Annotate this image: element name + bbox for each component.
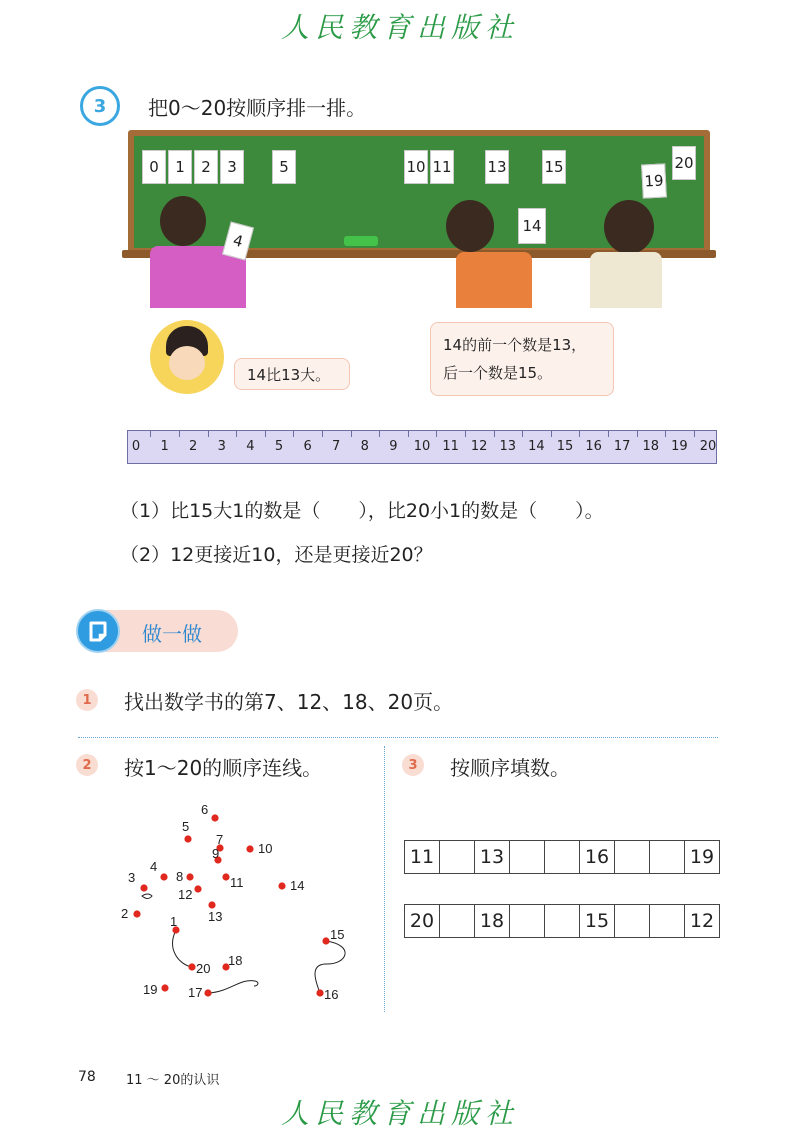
eye-shape [142, 894, 152, 899]
ruler-tick [236, 431, 237, 437]
ruler-number: 8 [360, 439, 369, 454]
board-card: 10 [404, 150, 428, 184]
ruler-number: 9 [389, 439, 398, 454]
dot-label: 5 [182, 819, 190, 834]
dot-label: 3 [128, 870, 136, 885]
practice-icon [76, 609, 120, 653]
section-number-badge: 3 [80, 86, 120, 126]
boy-body [456, 252, 532, 308]
dot-label: 17 [188, 985, 203, 1000]
number-ruler [127, 430, 717, 464]
ruler-number: 3 [217, 439, 226, 454]
board-card: 15 [542, 150, 566, 184]
ruler-number: 18 [642, 439, 660, 454]
page-number: 78 [78, 1069, 96, 1085]
ruler-number: 13 [499, 439, 517, 454]
ruler-tick [408, 431, 409, 437]
fill-blank-cell[interactable] [510, 841, 545, 874]
ruler-tick [608, 431, 609, 437]
question-1: （1）比15大1的数是（ ），比20小1的数是（ ）。 [120, 500, 604, 522]
dot-label: 15 [330, 927, 345, 942]
bubble-line: 14的前一个数是13， [443, 336, 587, 354]
fill-cell: 11 [405, 841, 440, 874]
dot-point [222, 873, 229, 880]
fill-cell: 20 [405, 905, 440, 938]
girl-head [160, 196, 206, 246]
fill-blank-cell[interactable] [440, 905, 475, 938]
ruler-tick [150, 431, 151, 437]
fill-cell: 19 [685, 841, 720, 874]
practice-title: 做一做 [142, 622, 202, 646]
dot-point [160, 873, 167, 880]
ruler-tick [465, 431, 466, 437]
fill-cell: 15 [580, 905, 615, 938]
fill-blank-cell[interactable] [615, 905, 650, 938]
task-3-text: 按顺序填数。 [450, 756, 570, 780]
fill-blank-cell[interactable] [650, 841, 685, 874]
ruler-number: 16 [585, 439, 602, 454]
board-card: 11 [430, 150, 454, 184]
ruler-number: 12 [470, 439, 488, 454]
connect-line [208, 981, 258, 993]
boy-head [446, 200, 494, 252]
dot-point [208, 901, 215, 908]
task-2-text: 按1～20的顺序连线。 [124, 756, 323, 780]
ruler-tick [522, 431, 523, 437]
ruler-tick [436, 431, 437, 437]
board-card: 1 [168, 150, 192, 184]
question-2: （2）12更接近10，还是更接近20？ [120, 544, 433, 566]
ruler-tick [265, 431, 266, 437]
ruler-number: 20 [699, 439, 717, 454]
dot-label: 16 [324, 987, 339, 1002]
dot-label: 12 [178, 887, 193, 902]
ruler-tick [208, 431, 209, 437]
ruler-tick [293, 431, 294, 437]
fill-blank-cell[interactable] [615, 841, 650, 874]
fill-cell: 13 [475, 841, 510, 874]
fill-cell: 18 [475, 905, 510, 938]
ruler-tick [322, 431, 323, 437]
fill-grid-row-2 [404, 904, 720, 938]
ruler-number: 14 [528, 439, 545, 454]
dot-point [204, 989, 211, 996]
ruler-number: 15 [556, 439, 574, 454]
dot-point [246, 845, 253, 852]
board-card: 13 [485, 150, 509, 184]
held-card: 14 [518, 208, 546, 244]
task-2-number: 2 [76, 754, 98, 776]
fill-blank-cell[interactable] [510, 905, 545, 938]
ruler-number: 17 [613, 439, 631, 454]
boy2-body [590, 252, 662, 308]
dot-point [188, 963, 195, 970]
ruler-tick [179, 431, 180, 437]
publisher-logo-bottom: 人民教育出版社 [280, 1097, 519, 1130]
board-card: 3 [220, 150, 244, 184]
dot-point [194, 885, 201, 892]
speech-bubble-left: 14比13大。 [234, 358, 350, 390]
ruler-tick [494, 431, 495, 437]
dot-label: 2 [121, 906, 129, 921]
ruler-tick [665, 431, 666, 437]
dot-point [184, 835, 191, 842]
dot-point [316, 989, 323, 996]
ruler-number: 6 [303, 439, 312, 454]
dot-label: 6 [201, 802, 209, 817]
eraser-icon [344, 236, 378, 246]
dot-label: 10 [258, 841, 273, 856]
dot-point [186, 873, 193, 880]
ruler-number: 5 [274, 439, 284, 454]
ruler-number: 10 [413, 439, 431, 454]
dot-label: 14 [290, 878, 305, 893]
board-card: 19 [641, 163, 667, 198]
ruler-number: 19 [671, 439, 688, 454]
ruler-number: 1 [160, 439, 169, 454]
connect-line [173, 930, 192, 967]
dot-label: 9 [212, 846, 220, 861]
ruler-tick [351, 431, 352, 437]
ruler-tick [637, 431, 638, 437]
held-card: 4 [222, 221, 254, 260]
publisher-logo-top: 人民教育出版社 [280, 11, 519, 44]
task-1-number: 1 [76, 689, 98, 711]
ruler-number: 4 [246, 439, 255, 454]
dot-to-dot-puzzle [110, 800, 370, 1010]
ruler-tick [579, 431, 580, 437]
dot-label: 19 [143, 982, 158, 997]
dot-point [322, 937, 329, 944]
ruler-number: 7 [332, 439, 341, 454]
fill-grid-row-1 [404, 840, 720, 874]
bubble-line: 后一个数是15。 [443, 364, 553, 382]
dot-label: 11 [230, 875, 244, 890]
dot-label: 20 [196, 961, 211, 976]
fill-blank-cell[interactable] [650, 905, 685, 938]
dot-label: 18 [228, 953, 243, 968]
fill-cell: 16 [580, 841, 615, 874]
ruler-number: 0 [131, 439, 141, 454]
board-card: 2 [194, 150, 218, 184]
connect-line [315, 941, 345, 993]
fill-blank-cell[interactable] [440, 841, 475, 874]
divider-horizontal [78, 737, 718, 738]
task-3-number: 3 [402, 754, 424, 776]
ruler-number: 2 [189, 439, 198, 454]
dot-point [133, 910, 140, 917]
board-card: 0 [142, 150, 166, 184]
dot-point [161, 984, 168, 991]
ruler-tick [551, 431, 552, 437]
section-instruction: 把0～20按顺序排一排。 [148, 96, 367, 120]
chapter-title: 11 ～ 20的认识 [126, 1073, 220, 1088]
board-card: 20 [672, 146, 696, 180]
ruler-tick [694, 431, 695, 437]
dot-label: 1 [170, 914, 178, 929]
dot-label: 8 [176, 869, 184, 884]
speech-bubble-right [430, 322, 614, 396]
divider-vertical [384, 746, 385, 1012]
dot-label: 13 [208, 909, 223, 924]
avatar-face [169, 346, 205, 380]
board-card: 5 [272, 150, 296, 184]
dot-label: 7 [216, 832, 224, 847]
task-1-text: 找出数学书的第7、12、18、20页。 [124, 690, 454, 714]
ruler-number: 11 [442, 439, 459, 454]
dot-point [278, 882, 285, 889]
ruler-tick [379, 431, 380, 437]
fill-blank-cell[interactable] [545, 905, 580, 938]
fill-blank-cell[interactable] [545, 841, 580, 874]
dot-label: 4 [150, 859, 158, 874]
fill-cell: 12 [685, 905, 720, 938]
dot-point [140, 884, 147, 891]
dot-point [211, 814, 218, 821]
boy2-head [604, 200, 654, 254]
